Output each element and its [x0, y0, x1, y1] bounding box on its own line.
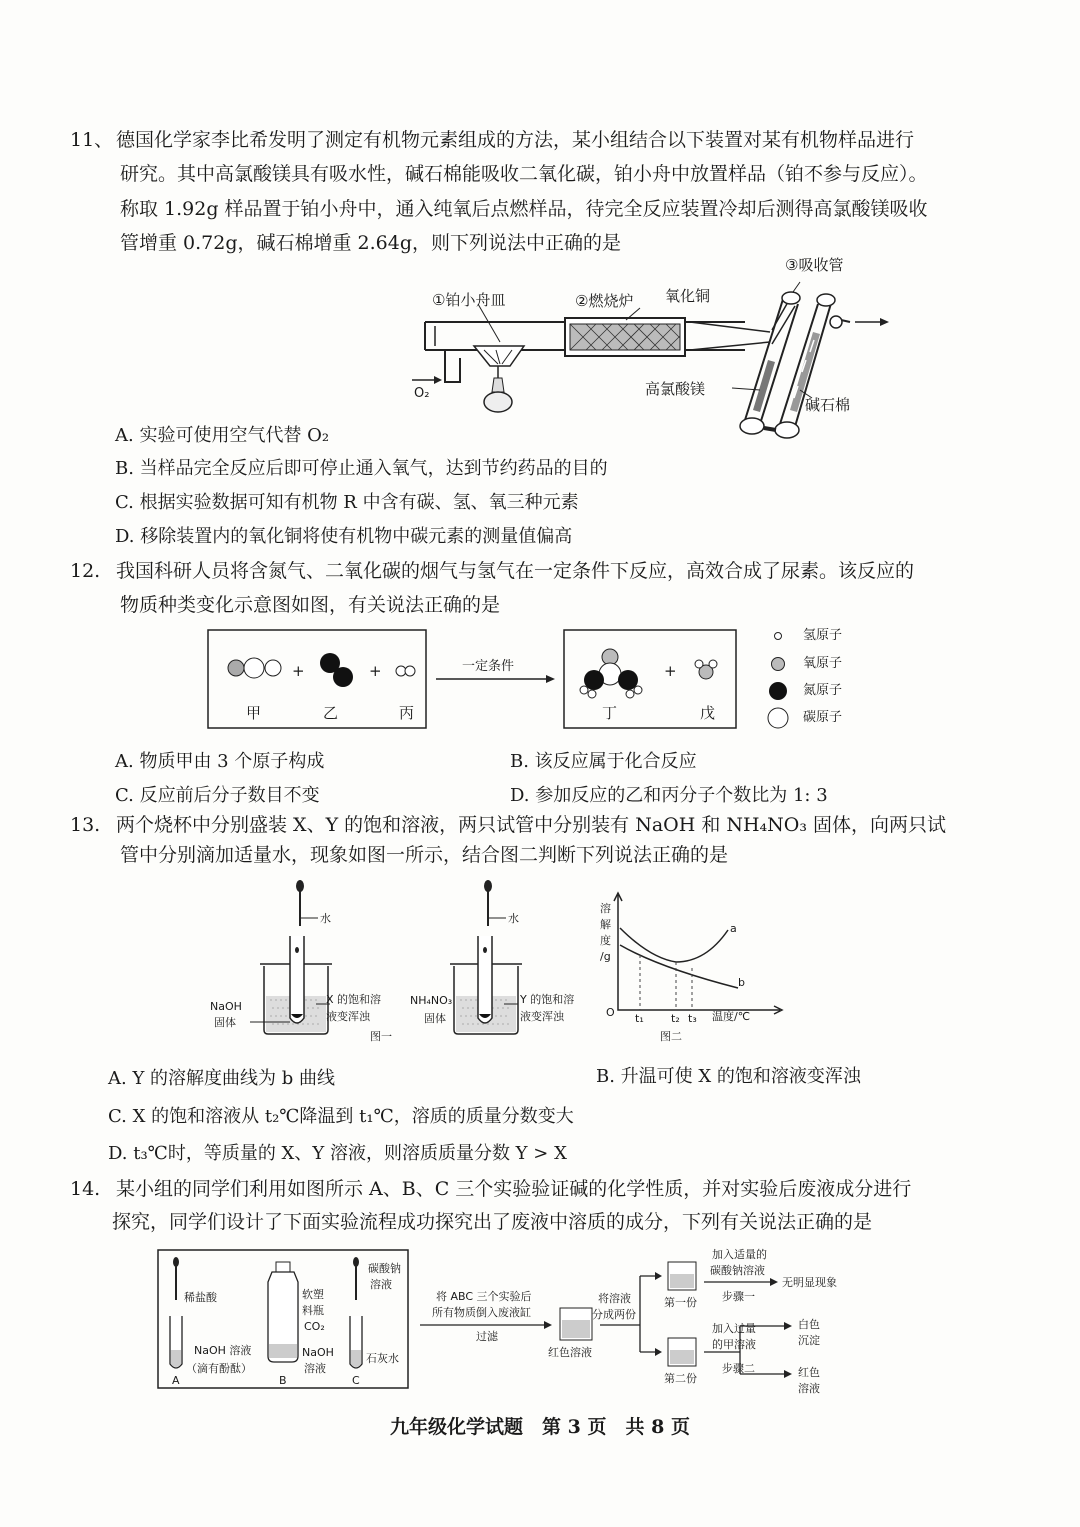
q13-option-b: B. 升温可使 X 的饱和溶液变浑浊 [596, 1066, 861, 1087]
q12-line-1: 我国科研人员将含氮气、二氧化碳的烟气与氢气在一定条件下反应，高效合成了尿素。该反应的 [116, 560, 915, 582]
q11-line-2: 研究。其中高氯酸镁具有吸水性，碱石棉能吸收二氧化碳，铂小舟中放置样品（铂不参与反应）。 [120, 163, 928, 185]
curve-b-label: b [738, 976, 745, 989]
x-solution-label-1: X 的饱和溶 [326, 993, 382, 1006]
chart-y-label-4: /g [600, 950, 611, 963]
result-white-1: 白色 [798, 1318, 820, 1331]
substance-wu: 戊 [700, 704, 716, 722]
q14-line-1: 某小组的同学们利用如图所示 A、B、C 三个实验验证碱的化学性质，并对实验后废液成分进行 [116, 1178, 912, 1200]
nh4no3-label-1: NH₄NO₃ [410, 994, 453, 1007]
plus-sign-3: + [664, 662, 677, 680]
water-label-1: 水 [320, 912, 331, 925]
q13-option-d: D. t₃℃时，等质量的 X、Y 溶液，则溶质质量分数 Y > X [108, 1143, 567, 1164]
result-red-1: 红色 [798, 1366, 820, 1379]
q13-number: 13. [70, 814, 101, 836]
substance-jia: 甲 [246, 704, 262, 722]
naoh-label-1: NaOH [210, 1000, 242, 1013]
tick-t3: t₃ [688, 1012, 697, 1025]
label-oxygen-inlet: O₂ [414, 386, 430, 401]
q11-option-b: B. 当样品完全反应后即可停止通入氧气，达到节约药品的目的 [115, 458, 608, 479]
nh4no3-label-2: 固体 [424, 1012, 446, 1025]
naoh-label-2: 固体 [214, 1016, 236, 1029]
reagent-na2co3-1: 碳酸钠 [368, 1262, 401, 1275]
bottle-label-2: 料瓶 [302, 1304, 324, 1317]
tick-t1: t₁ [635, 1012, 644, 1025]
water-label-2: 水 [508, 912, 519, 925]
reagent-naoh-2: （滴有酚酞） [186, 1362, 252, 1375]
label-platinum-boat: ①铂小舟皿 [432, 291, 506, 309]
y-solution-label-1: Y 的饱和溶 [520, 993, 575, 1006]
q12-line-2: 物质种类变化示意图如图，有关说法正确的是 [120, 594, 501, 616]
q11-option-d: D. 移除装置内的氧化铜将使有机物中碳元素的测量值偏高 [115, 526, 573, 547]
q11-option-c: C. 根据实验数据可知有机物 R 中含有碳、氢、氧三种元素 [115, 492, 579, 513]
portion-second: 第二份 [664, 1372, 697, 1385]
q12-option-b: B. 该反应属于化合反应 [510, 751, 697, 772]
label-absorber-tube: ③吸收管 [785, 256, 844, 274]
chart-x-label: 温度/℃ [712, 1010, 751, 1023]
add-reagent-2a: 加入过量 [712, 1322, 756, 1335]
q11-option-a: A. 实验可使用空气代替 O₂ [115, 425, 330, 446]
x-solution-label-2: 液变浑浊 [326, 1010, 370, 1023]
curve-a-label: a [730, 922, 737, 935]
result-no-change: 无明显现象 [782, 1276, 837, 1289]
result-white-2: 沉淀 [798, 1334, 820, 1347]
figure-one-label: 图一 [370, 1030, 392, 1043]
label-copper-oxide: 氧化铜 [665, 287, 711, 305]
legend-hydrogen: 氢原子 [803, 628, 843, 643]
tick-t2: t₂ [671, 1012, 680, 1025]
result-red-2: 溶液 [798, 1382, 820, 1395]
split-2: 分成两份 [592, 1308, 636, 1321]
experiment-c: C [352, 1374, 360, 1387]
label-asbestos-soda: 碱石棉 [805, 396, 851, 414]
y-solution-label-2: 液变浑浊 [520, 1010, 564, 1023]
red-solution: 红色溶液 [548, 1346, 592, 1359]
reagent-limewater: 石灰水 [366, 1352, 399, 1365]
label-magnesium-perchlorate: 高氯酸镁 [645, 380, 706, 398]
substance-yi: 乙 [323, 704, 339, 722]
q11-line-1: 德国化学家李比希发明了测定有机物元素组成的方法，某小组结合以下装置对某有机物样品进行 [116, 129, 915, 151]
q11-line-3: 称取 1.92g 样品置于铂小舟中，通入纯氧后点燃样品，待完全反应装置冷却后测得高氯酸镁吸收 [120, 198, 928, 220]
chart-origin: O [606, 1006, 615, 1019]
reagent-naoh-b-1: NaOH [302, 1346, 334, 1359]
reagent-naoh-1: NaOH 溶液 [194, 1344, 252, 1357]
plus-sign-2: + [369, 662, 382, 680]
q13-option-a: A. Y 的溶解度曲线为 b 曲线 [108, 1068, 336, 1089]
experiment-a: A [172, 1374, 180, 1387]
chart-y-label-1: 溶 [600, 902, 611, 915]
reagent-hcl: 稀盐酸 [184, 1291, 217, 1304]
q12-option-d: D. 参加反应的乙和丙分子个数比为 1: 3 [510, 785, 828, 806]
step-two: 步骤二 [722, 1362, 755, 1375]
chart-y-label-2: 解 [600, 918, 611, 931]
legend-nitrogen: 氮原子 [803, 683, 843, 698]
q14-line-2: 探究，同学们设计了下面实验流程成功探究出了废液中溶质的成分，下列有关说法正确的是 [112, 1211, 873, 1233]
reagent-na2co3-2: 溶液 [370, 1278, 392, 1291]
legend-oxygen: 氧原子 [803, 656, 843, 671]
add-reagent-1a: 加入适量的 [712, 1248, 767, 1261]
page-footer: 九年级化学试题 第 3 页 共 8 页 [390, 1416, 690, 1438]
figure-two-label: 图二 [660, 1030, 682, 1043]
q11-line-4: 管增重 0.72g，碱石棉增重 2.64g，则下列说法中正确的是 [120, 232, 622, 254]
reagent-naoh-b-2: 溶液 [304, 1362, 326, 1375]
q14-number: 14. [70, 1178, 101, 1200]
substance-bing: 丙 [399, 704, 415, 722]
legend-carbon: 碳原子 [803, 710, 843, 725]
reaction-condition: 一定条件 [462, 659, 515, 674]
q13-line-2: 管中分别滴加适量水，现象如图一所示，结合图二判断下列说法正确的是 [120, 844, 729, 866]
gas-co2: CO₂ [304, 1320, 325, 1333]
q13-line-1: 两个烧杯中分别盛装 X、Y 的饱和溶液，两只试管中分别装有 NaOH 和 NH₄NO₃ 固体，向两只试 [116, 814, 947, 836]
step-filter: 过滤 [476, 1330, 498, 1343]
q11-number: 11、 [70, 129, 114, 151]
substance-ding: 丁 [602, 704, 618, 722]
portion-first: 第一份 [664, 1296, 697, 1309]
step-pour-2: 所有物质倒入废液缸 [432, 1306, 531, 1319]
q12-number: 12. [70, 560, 101, 582]
add-reagent-2b: 的甲溶液 [712, 1338, 756, 1351]
q13-option-c: C. X 的饱和溶液从 t₂℃降温到 t₁℃，溶质的质量分数变大 [108, 1106, 574, 1127]
bottle-label-1: 软塑 [302, 1288, 324, 1301]
q12-option-c: C. 反应前后分子数目不变 [115, 785, 320, 806]
step-one: 步骤一 [722, 1290, 755, 1303]
chart-y-label-3: 度 [600, 934, 611, 947]
plus-sign-1: + [292, 662, 305, 680]
step-pour-1: 将 ABC 三个实验后 [436, 1290, 532, 1303]
split-1: 将溶液 [598, 1292, 631, 1305]
q12-option-a: A. 物质甲由 3 个原子构成 [115, 751, 325, 772]
label-furnace: ②燃烧炉 [575, 292, 634, 310]
experiment-b: B [279, 1374, 287, 1387]
add-reagent-1b: 碳酸钠溶液 [710, 1264, 765, 1277]
